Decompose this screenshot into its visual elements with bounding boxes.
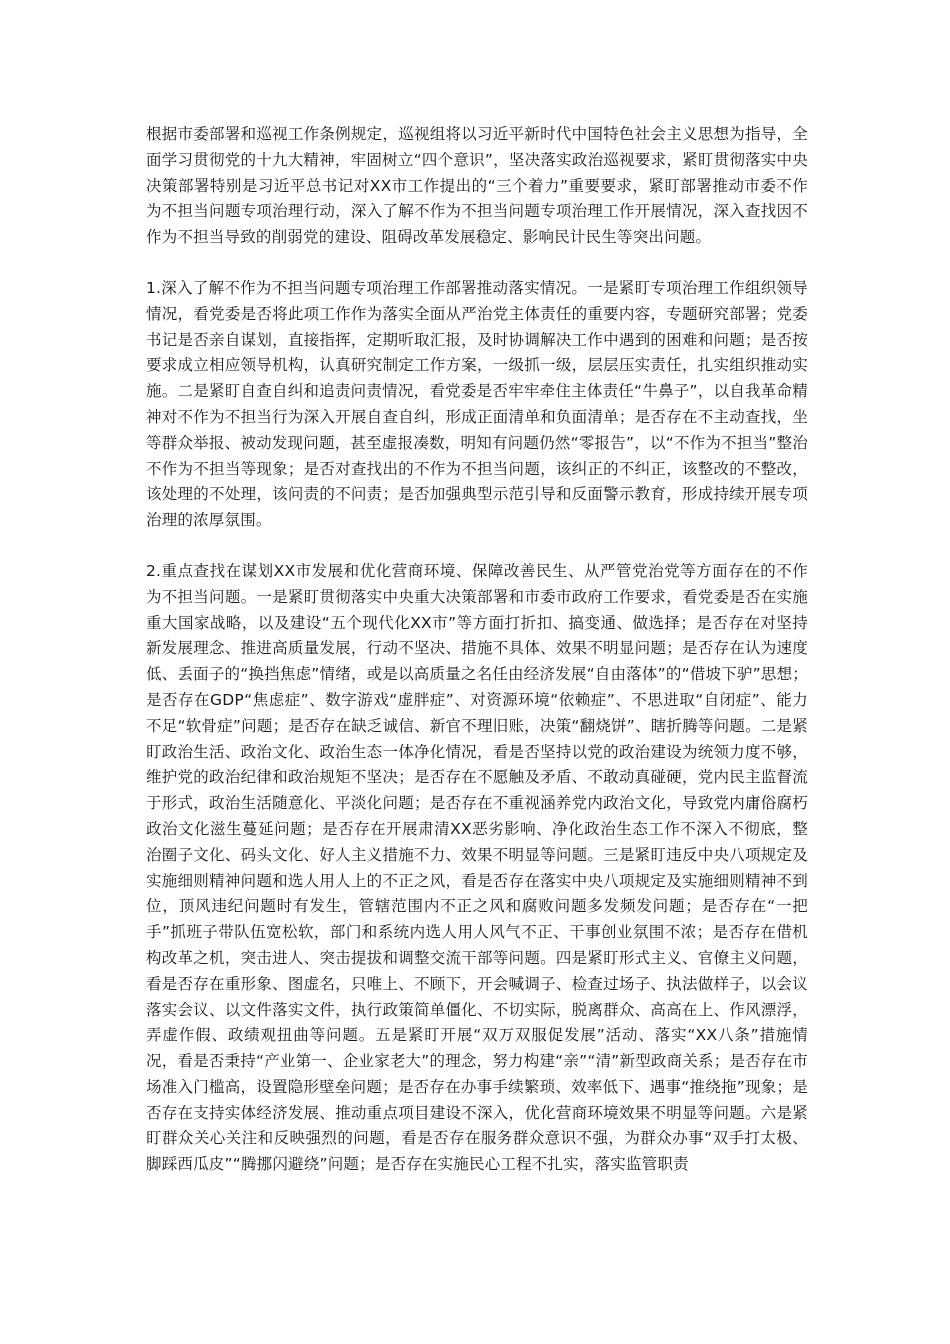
document-body (146, 122, 808, 1178)
section-1-paragraph: 1.深入了解不作为不担当问题专项治理工作部署推动落实情况。一是紧盯专项治理工作组织领导情况，看党委是否将此项工作作为落实全面从严治党主体责任的重要内容，专题研究部署；党委书记是否亲自谋划，直接指挥，定期听取汇报，及时协调解决工作中遇到的困难和问题；是否按要求成立相应领导机构，认真研究制定工作方案，一级抓一级，层层压实责任，扎实组织推动实施。二是紧盯自查自纠和追责问责情况，看党委是否牢牢牵住主体责任“牛鼻子”，以自我革命精神对不作为不担当行为深入开展自查自纠，形成正面清单和负面清单；是否存在不主动查找，坐等群众举报、被动发现问题，甚至虚报凑数，明知有问题仍然“零报告”，以“不作为不担当”整治不作为不担当等现象；是否对查找出的不作为不担当问题，该纠正的不纠正，该整改的不整改，该处理的不处理，该问责的不问责；是否加强典型示范引导和反面警示教育，形成持续开展专项治理的浓厚氛围。 (146, 278, 808, 530)
section-2-paragraph: 2.重点查找在谋划XX市发展和优化营商环境、保障改善民生、从严管党治党等方面存在的不作为不担当问题。一是紧盯贯彻落实中央重大决策部署和市委市政府工作要求，看党委是否在实施重大国家战略，以及建设“五个现代化XX市”等方面打折扣、搞变通、做选择；是否存在对坚持新发展理念、推进高质量发展，行动不坚决、措施不具体、效果不明显问题；是否存在认为速度低、丢面子的“换挡焦虑”情绪，或是以高质量之名任由经济发展“自由落体”的“借坡下驴”思想；是否存在GDP“焦虑症”、数字游戏“虚胖症”、对资源环境“依赖症”、不思进取“自闭症”、能力不足“软骨症”问题；是否存在缺乏诚信、新官不理旧账，决策“翻烧饼”、瞎折腾等问题。二是紧盯政治生活、政治文化、政治生态一体净化情况，看是否坚持以党的政治建设为统领力度不够，维护党的政治纪律和政治规矩不坚决；是否存在不愿触及矛盾、不敢动真碰硬，党内民主监督流于形式，政治生活随意化、平淡化问题；是否存在不重视涵养党内政治文化，导致党内庸俗腐朽政治文化滋生蔓延问题；是否存在开展肃清XX恶劣影响、净化政治生态工作不深入不彻底，整治圈子文化、码头文化、好人主义措施不力、效果不明显等问题。三是紧盯违反中央八项规定及实施细则精神问题和选人用人上的不正之风，看是否存在落实中央八项规定及实施细则精神不到位，顶风违纪问题时有发生，管辖范围内不正之风和腐败问题多发频发问题；是否存在“一把手”抓班子带队伍宽松软，部门和系统内选人用人风气不正、干事创业氛围不浓；是否存在借机构改革之机，突击进人、突击提拔和调整交流干部等问题。四是紧盯形式主义、官僚主义问题，看是否存在重形象、图虚名，只唯上、不顾下，开会喊调子、检查过场子、执法做样子，以会议落实会议、以文件落实文件，执行政策简单僵化、不切实际，脱离群众、高高在上、作风漂浮，弄虚作假、政绩观扭曲等问题。五是紧盯开展“双万双服促发展”活动、落实“XX八条”措施情况，看是否秉持“产业第一、企业家老大”的理念，努力构建“亲”“清”新型政商关系；是否存在市场准入门槛高，设置隐形壁垒问题；是否存在办事手续繁琐、效率低下、遇事“推绕拖”现象；是否存在支持实体经济发展、推动重点项目建设不深入，优化营商环境效果不明显等问题。六是紧盯群众关心关注和反映强烈的问题，看是否存在服务群众意识不强，为群众办事“双手打太极、脚踩西瓜皮”“腾挪闪避绕”问题；是否存在实施民心工程不扎实，落实监管职责 (146, 561, 808, 1174)
intro-paragraph: 根据市委部署和巡视工作条例规定，巡视组将以习近平新时代中国特色社会主义思想为指导，全面学习贯彻党的十九大精神，牢固树立“四个意识”，坚决落实政治巡视要求，紧盯贯彻落实中央决策部署特别是习近平总书记对XX市工作提出的“三个着力”重要要求，紧盯部署推动市委不作为不担当问题专项治理行动，深入了解不作为不担当问题专项治理工作开展情况，深入查找因不作为不担当导致的削弱党的建设、阻碍改革发展稳定、影响民计民生等突出问题。 (146, 125, 808, 247)
